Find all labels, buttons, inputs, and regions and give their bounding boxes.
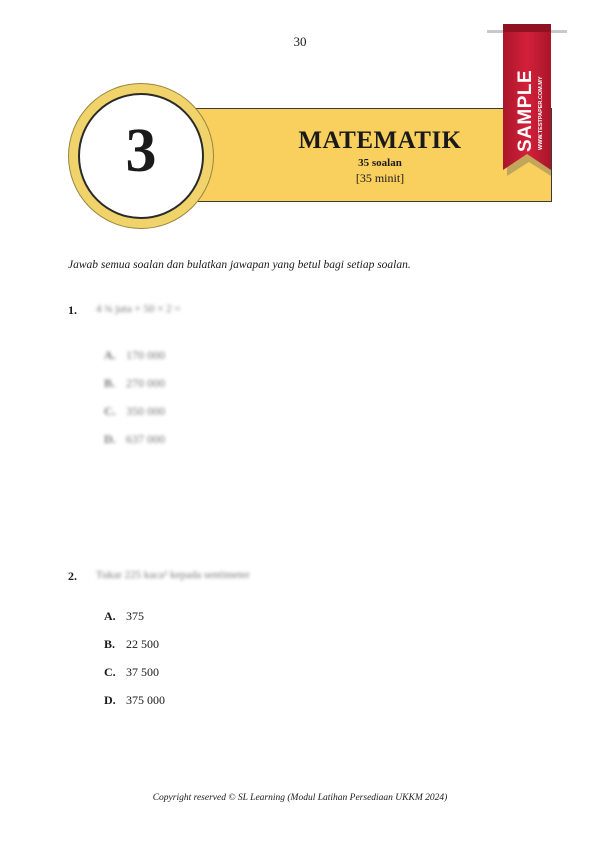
instructions: Jawab semua soalan dan bulatkan jawapan yang betul bagi setiap soalan. [68,259,411,271]
option-text: 270 000 [126,376,165,390]
option-text: 375 [126,609,144,623]
option-letter: D. [104,432,116,446]
option-a[interactable] [104,609,144,624]
option-text: 350 000 [126,404,165,418]
duration: [35 minit] [355,171,405,185]
question-number: 2. [68,569,77,583]
section-number-circle [78,93,204,219]
option-text: 22 500 [126,637,159,651]
ribbon-label: SAMPLE [515,69,536,152]
section-number-badge [68,83,214,229]
section-title: MATEMATIK [298,127,462,154]
option-b[interactable] [104,637,159,652]
question-number: 1. [68,303,77,317]
option-letter: A. [104,348,116,362]
option-text: 637 000 [126,432,165,446]
section-number: 3 [125,117,157,185]
option-text: 37 500 [126,665,159,679]
question-stem: 4 ¾ juta + 50 × 2 = [96,303,181,315]
option-letter: D. [104,693,116,707]
option-text: 375 000 [126,693,165,707]
option-d[interactable] [104,693,165,708]
option-letter: C. [104,665,116,679]
option-letter: B. [104,637,116,651]
page-number: 30 [293,34,307,49]
option-c[interactable] [104,665,159,680]
option-letter: A. [104,609,116,623]
option-text: 170 000 [126,348,165,362]
section-banner [160,108,552,202]
option-c[interactable] [104,404,165,419]
option-b[interactable] [104,376,165,391]
option-d[interactable] [104,432,165,447]
question-stem: Tukar 225 kaca² kepada sentimeter [96,569,250,581]
sample-ribbon [501,22,553,184]
question-count: 35 soalan [358,157,402,169]
option-letter: B. [104,376,116,390]
ribbon-url: WWW.TESTPAPER.COM.MY [538,76,544,150]
copyright-footer: Copyright reserved © SL Learning (Modul Latihan Persediaan UKKM 2024) [152,793,448,803]
option-letter: C. [104,404,116,418]
option-a[interactable] [104,348,165,363]
